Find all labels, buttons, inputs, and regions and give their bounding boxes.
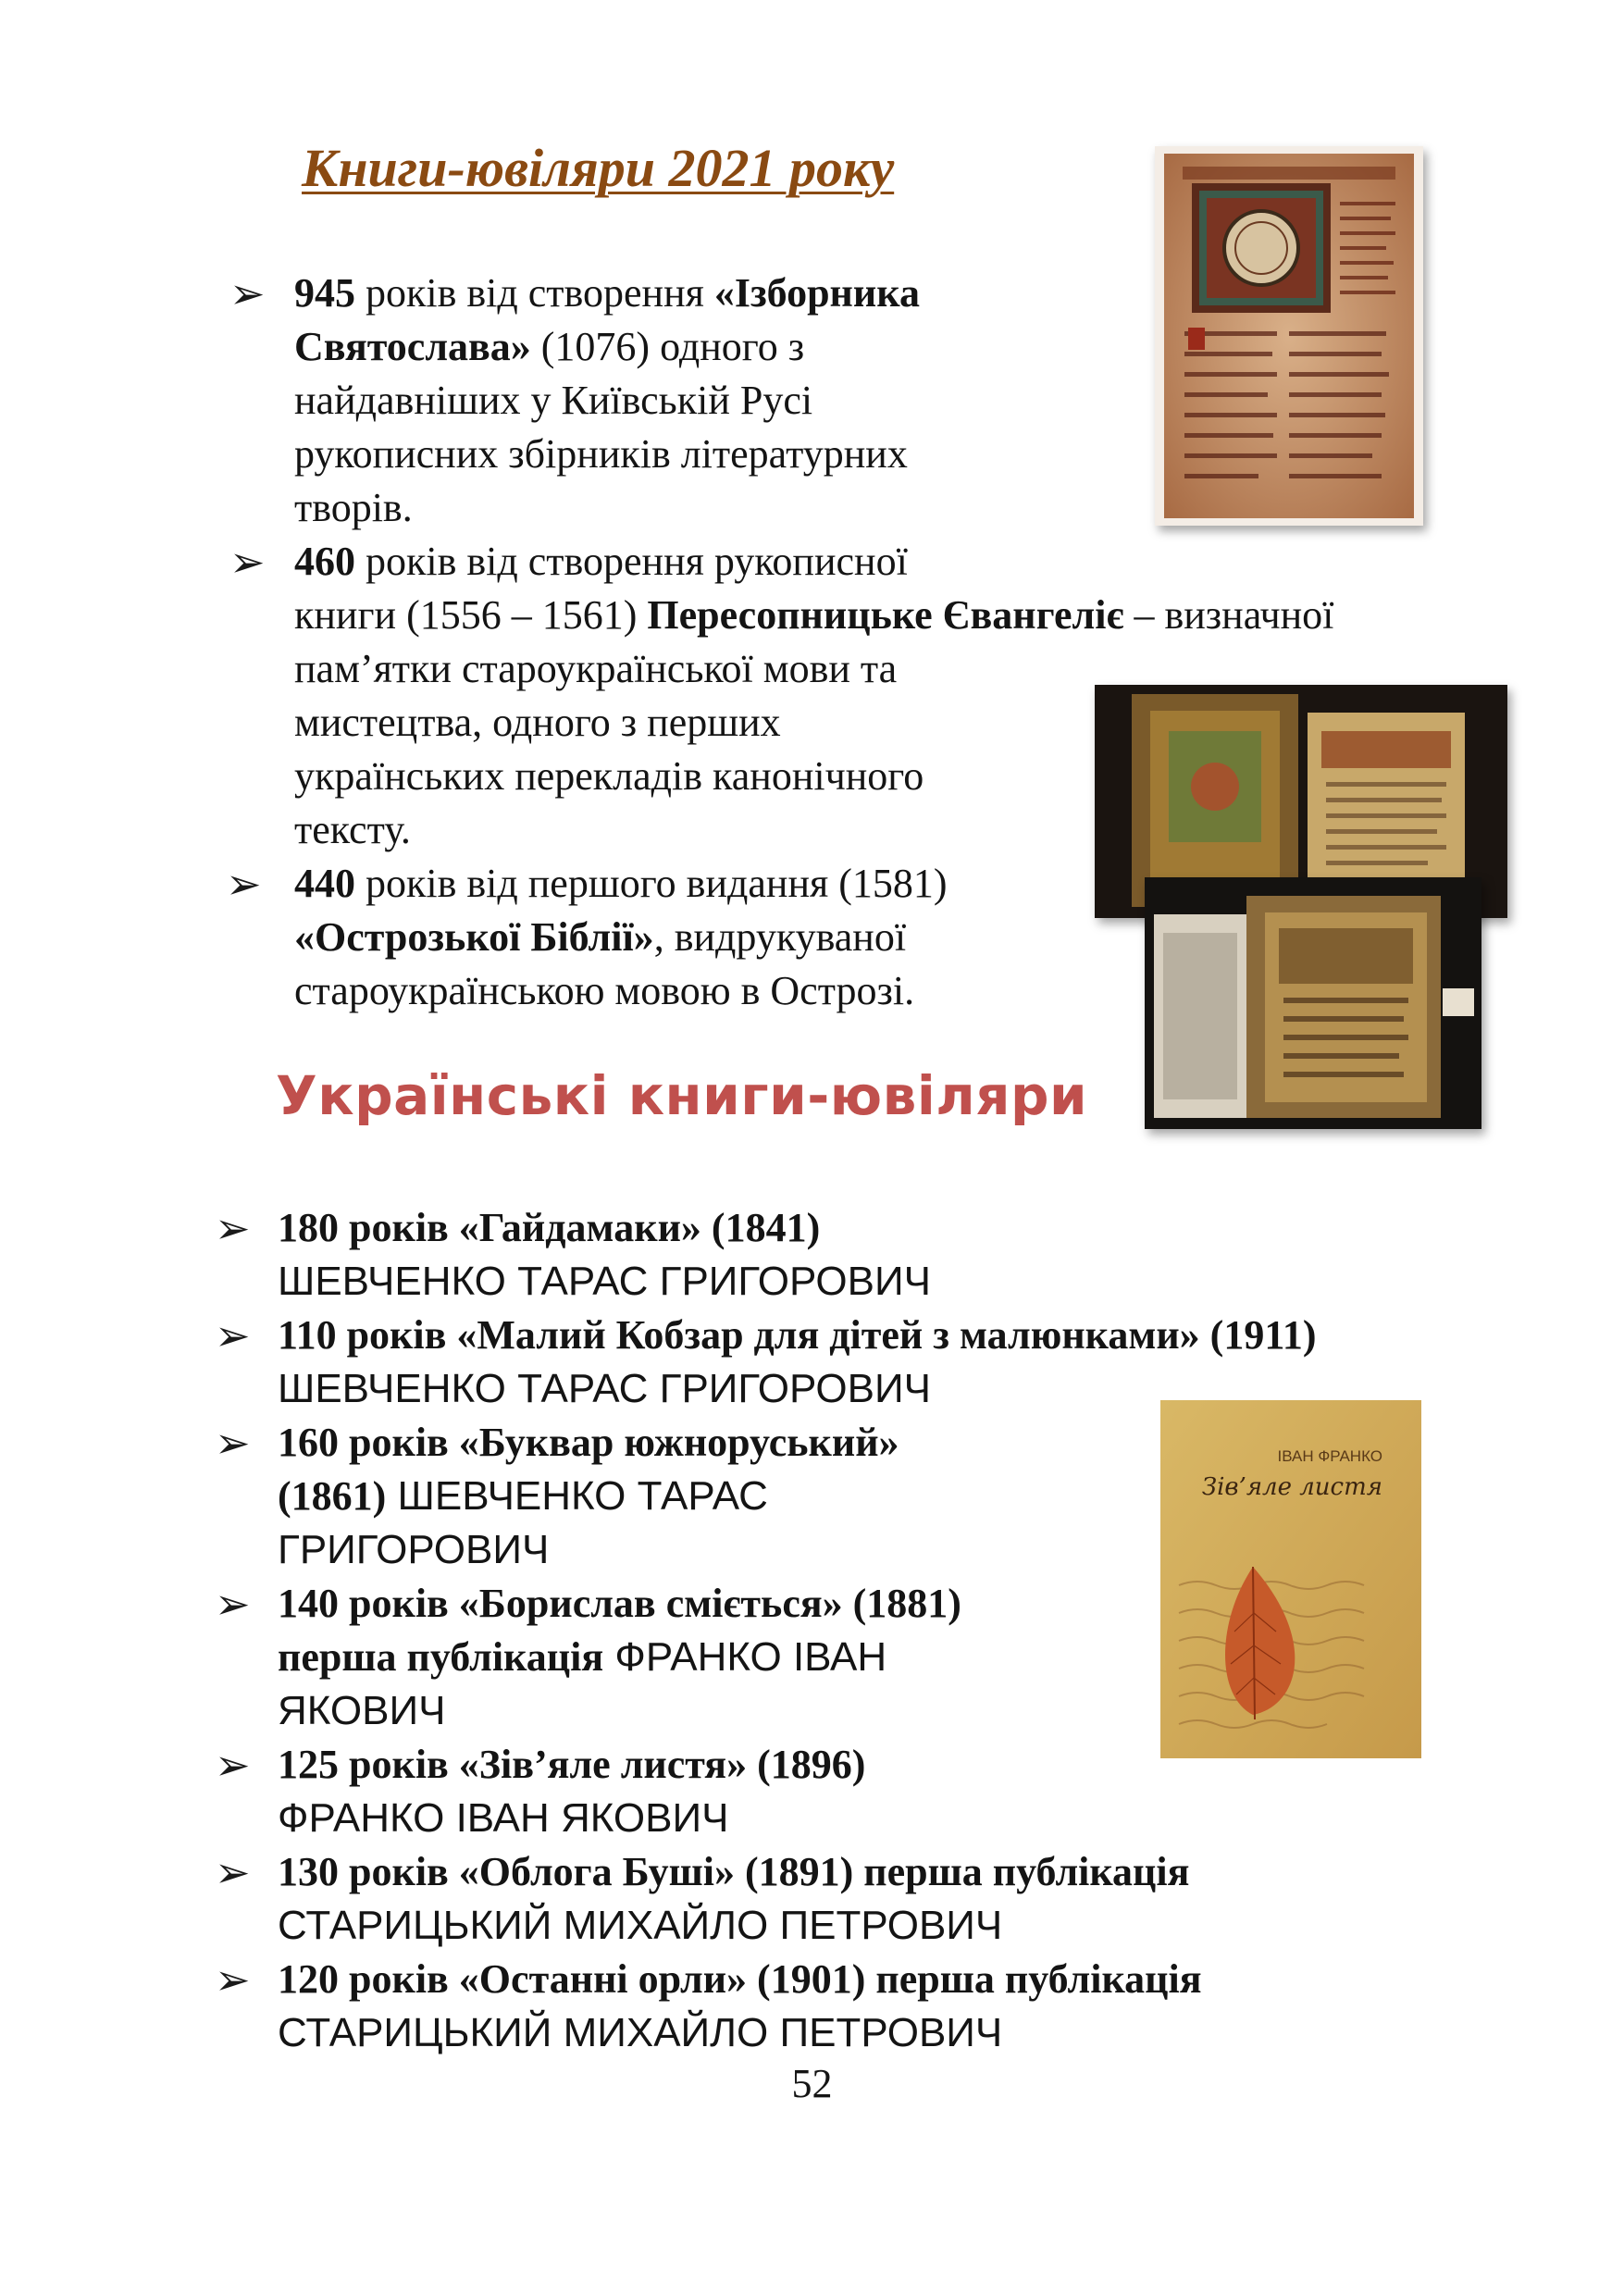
list-item-line (294, 535, 908, 589)
text: років від першого видання (1581) (355, 861, 948, 906)
arrowhead-bullet-icon: ➢ (215, 1847, 251, 1897)
list-item-line (278, 2006, 1002, 2060)
text: ФРАНКО ІВАН (603, 1634, 887, 1680)
list-item-line (294, 320, 804, 374)
bold-text: «Острозької Біблії» (294, 914, 654, 960)
section-title-ukrainian: Українські книги-ювіляри (276, 1064, 1088, 1127)
text: староукраїнською мовою в Острозі. (294, 968, 915, 1013)
text: творів. (294, 485, 413, 530)
arrowhead-bullet-icon: ➢ (215, 1203, 251, 1253)
bold-text: 160 років «Буквар южноруський» (278, 1420, 899, 1465)
list-item-line (294, 428, 908, 481)
text: тексту. (294, 807, 411, 852)
bold-text: Пересопницьке Євангеліє (647, 592, 1124, 638)
bold-text: 140 років «Борислав сміється» (1881) (278, 1581, 961, 1626)
list-item-line (278, 1792, 728, 1845)
list-item-line (294, 964, 914, 1018)
ostroh-bible-image (1145, 877, 1481, 1129)
list-item-line (294, 803, 411, 857)
list-item-line (278, 1577, 961, 1631)
arrowhead-bullet-icon: ➢ (226, 859, 262, 909)
bold-text: (1861) (278, 1473, 387, 1519)
bold-text: 460 (294, 539, 355, 584)
list-item-line (294, 267, 920, 320)
text: років від створення (355, 270, 714, 316)
text: ГРИГОРОВИЧ (278, 1527, 550, 1572)
page-number: 52 (791, 2061, 833, 2106)
bold-text: перша публікація (278, 1634, 604, 1680)
arrowhead-bullet-icon: ➢ (215, 1740, 251, 1790)
bold-text: 130 років «Облога Буші» (1891) перша публікація (278, 1849, 1190, 1894)
bold-text: 945 (294, 270, 355, 316)
arrowhead-bullet-icon: ➢ (215, 1418, 251, 1468)
text: – визначної (1123, 592, 1334, 638)
text: ФРАНКО ІВАН ЯКОВИЧ (278, 1795, 729, 1841)
text: ЯКОВИЧ (278, 1688, 446, 1733)
list-item-line (294, 481, 413, 535)
arrowhead-bullet-icon: ➢ (229, 537, 266, 587)
text: ШЕВЧЕНКО ТАРАС (386, 1473, 768, 1519)
izbornyk-manuscript-image (1155, 146, 1423, 526)
bold-text: 120 років «Останні орли» (1901) перша публікація (278, 1956, 1202, 2002)
text: ШЕВЧЕНКО ТАРАС ГРИГОРОВИЧ (278, 1366, 931, 1411)
list-item-line (294, 642, 897, 696)
list-item-line (278, 1255, 931, 1309)
text: пам’ятки староукраїнської мови та (294, 646, 898, 691)
list-item-line (278, 1416, 899, 1470)
list-item-line (278, 1523, 549, 1577)
bold-text: Святослава» (294, 324, 531, 369)
bold-text: 180 років «Гайдамаки» (1841) (278, 1205, 821, 1250)
arrowhead-bullet-icon: ➢ (215, 1955, 251, 2004)
list-item-line (294, 589, 1333, 642)
bold-text: «Ізборника (713, 270, 920, 316)
list-item-line (278, 1470, 768, 1523)
list-item-line (278, 1738, 865, 1792)
list-item-line (278, 1309, 1317, 1362)
list-item-line (278, 1362, 931, 1416)
text: СТАРИЦЬКИЙ МИХАЙЛО ПЕТРОВИЧ (278, 2010, 1003, 2055)
cover-title: Зів’яле листя (1201, 1473, 1382, 1501)
arrowhead-bullet-icon: ➢ (215, 1579, 251, 1629)
list-item-line (294, 374, 812, 428)
list-item-line (278, 1845, 1189, 1899)
list-item-line (278, 1631, 886, 1684)
page-title: Книги-ювіляри 2021 року (302, 138, 895, 198)
list-item-line (278, 1684, 445, 1738)
list-item-line (294, 750, 924, 803)
text: ШЕВЧЕНКО ТАРАС ГРИГОРОВИЧ (278, 1259, 931, 1304)
list-item-line (278, 1953, 1202, 2006)
cover-author: ІВАН ФРАНКО (1277, 1447, 1382, 1465)
bold-text: 125 років «Зів’яле листя» (1896) (278, 1742, 866, 1787)
bold-text: 110 років «Малий Кобзар для дітей з малюнками» (1911) (278, 1312, 1317, 1358)
text: найдавніших у Київській Русі (294, 378, 813, 423)
text: українських перекладів канонічного (294, 753, 924, 799)
text: , видрукуваної (653, 914, 907, 960)
list-item-line (278, 1899, 1002, 1953)
list-item-line (294, 857, 948, 911)
text: СТАРИЦЬКИЙ МИХАЙЛО ПЕТРОВИЧ (278, 1903, 1003, 1948)
arrowhead-bullet-icon: ➢ (229, 268, 266, 318)
text: (1076) одного з (530, 324, 805, 369)
list-item-line (294, 911, 906, 964)
text: років від створення рукописної (355, 539, 908, 584)
list-item-line (278, 1201, 820, 1255)
text: рукописних збірників літературних (294, 431, 908, 477)
text: мистецтва, одного з перших (294, 700, 781, 745)
bold-text: 440 (294, 861, 355, 906)
list-item-line (294, 696, 781, 750)
text: книги (1556 – 1561) (294, 592, 648, 638)
zivyale-lystia-cover-image (1160, 1400, 1421, 1758)
arrowhead-bullet-icon: ➢ (215, 1310, 251, 1360)
